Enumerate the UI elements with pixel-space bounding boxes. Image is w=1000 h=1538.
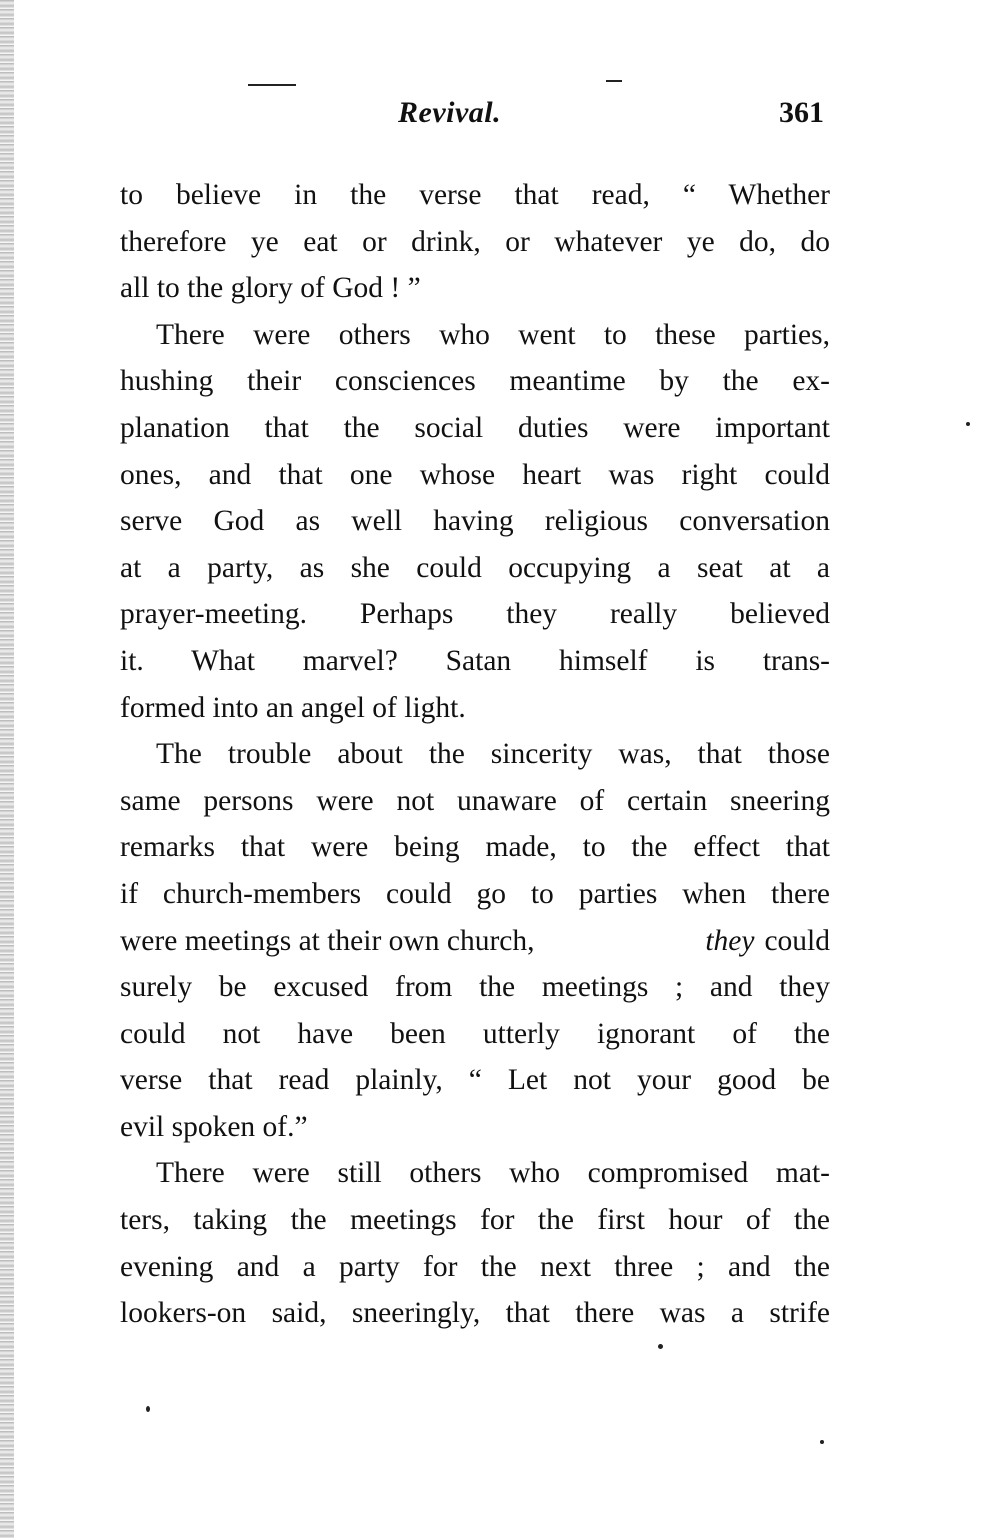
text-line: at a party, as she could occupying a seat at a — [120, 551, 830, 584]
text-line-with-italic — [120, 918, 830, 965]
scan-speck — [146, 1406, 150, 1412]
text-line: hushing their consciences meantime by the ex- — [120, 365, 830, 398]
italic-word: they — [705, 924, 755, 957]
running-head — [118, 96, 828, 136]
paragraph-3 — [120, 731, 830, 1150]
paragraph-1 — [120, 172, 830, 312]
page-number: 361 — [779, 96, 824, 129]
text-line: ones, and that one whose heart was right could — [120, 458, 830, 491]
text-line: evening and a party for the next three ; and the — [120, 1250, 830, 1283]
text-line: same persons were not unaware of certain sneering — [120, 784, 830, 817]
text-line: prayer-meeting. Perhaps they really believed — [120, 598, 830, 631]
text-line: could not have been utterly ignorant of the — [120, 1017, 830, 1050]
paragraph-4 — [120, 1150, 830, 1336]
header-rule-right — [606, 80, 622, 82]
text-line: planation that the social duties were important — [120, 411, 830, 444]
text-line: remarks that were being made, to the effect that — [120, 831, 830, 864]
text-line: verse that read plainly, “ Let not your good be — [120, 1064, 830, 1097]
scan-speck — [658, 1344, 663, 1349]
text-line: ters, taking the meetings for the first hour of the — [120, 1204, 830, 1237]
text-line: formed into an angel of light. — [120, 691, 466, 724]
text-line: therefore ye eat or drink, or whatever ye do, do — [120, 225, 830, 258]
text-line: if church-members could go to parties when there — [120, 877, 830, 910]
body-text — [120, 172, 830, 1337]
text-segment: were meetings at their own church, — [120, 924, 535, 957]
scan-speck — [820, 1440, 824, 1444]
text-segment: could — [764, 924, 830, 957]
text-line: evil spoken of.” — [120, 1110, 308, 1143]
paragraph-2 — [120, 312, 830, 731]
text-line: it. What marvel? Satan himself is trans- — [120, 644, 830, 677]
text-line: to believe in the verse that read, “ Whether — [120, 179, 830, 211]
text-line: surely be excused from the meetings ; and they — [120, 971, 830, 1004]
text-line: serve God as well having religious conversation — [120, 505, 830, 538]
text-line: lookers-on said, sneeringly, that there was a strife — [120, 1297, 830, 1330]
header-rule-left — [248, 84, 296, 86]
text-line: There were others who went to these parties, — [156, 318, 830, 351]
scan-edge-artifact — [0, 0, 14, 1538]
scan-speck — [966, 422, 970, 426]
running-title: Revival. — [398, 96, 502, 129]
text-line: all to the glory of God ! ” — [120, 272, 421, 305]
text-line: There were still others who compromised mat- — [156, 1157, 830, 1190]
text-line: The trouble about the sincerity was, that those — [156, 738, 830, 771]
